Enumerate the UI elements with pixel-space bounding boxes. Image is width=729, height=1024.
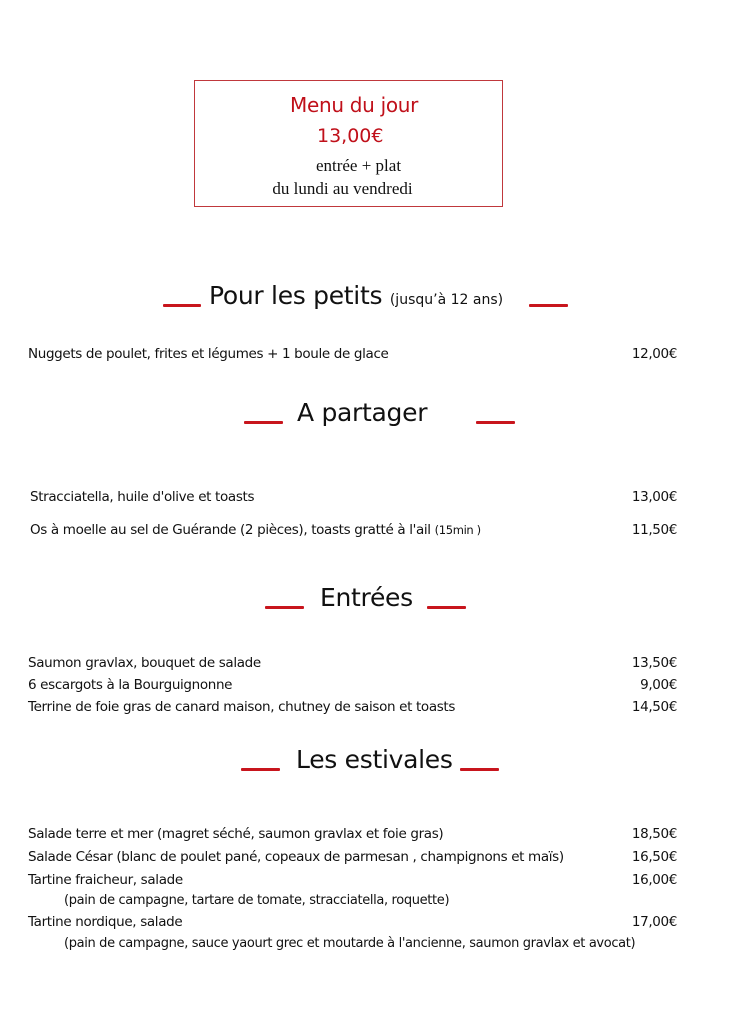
promo-line-2: du lundi au vendredi [272,179,413,198]
menu-item-price: 11,50€ [631,522,677,538]
right-dash-decoration [529,304,568,307]
menu-item-price: 16,50€ [631,849,677,865]
promo-price: 13,00€ [317,125,384,147]
menu-item-name: Terrine de foie gras de canard maison, chutney de saison et toasts [28,699,456,715]
menu-item-price: 9,00€ [640,677,677,693]
section-subtitle: (jusqu’à 12 ans) [389,292,504,308]
menu-item-name-text: Os à moelle au sel de Guérande (2 pièces), toasts gratté à l'ail [30,522,431,538]
section-title: Les estivales [296,745,453,774]
right-dash-decoration [427,606,466,609]
menu-item-price: 14,50€ [631,699,677,715]
menu-item-name: Tartine fraicheur, salade [28,872,183,888]
left-dash-decoration [265,606,304,609]
menu-item-price: 12,00€ [631,346,677,362]
menu-item-name: Salade terre et mer (magret séché, saumon gravlax et foie gras) [28,826,444,842]
right-dash-decoration [460,768,499,771]
menu-item-name: Nuggets de poulet, frites et légumes + 1 boule de glace [28,346,389,362]
right-dash-decoration [476,421,515,424]
menu-item-price: 13,00€ [631,489,677,505]
left-dash-decoration [241,768,280,771]
section-title: A partager [297,398,428,427]
menu-item-name: Stracciatella, huile d'olive et toasts [30,489,255,505]
menu-item-note: (15min ) [434,523,481,537]
section-title: Entrées [320,583,413,612]
menu-item-description: (pain de campagne, tartare de tomate, stracciatella, roquette) [64,893,450,908]
section-title [209,281,503,310]
menu-du-jour-box [194,80,503,207]
left-dash-decoration [163,304,201,307]
promo-line-1: entrée + plat [315,156,402,175]
section-title-text: Pour les petits [209,281,383,310]
menu-item-price: 13,50€ [631,655,677,671]
menu-item-name: 6 escargots à la Bourguignonne [28,677,233,693]
menu-item-name: Salade César (blanc de poulet pané, copeaux de parmesan , champignons et maïs) [28,849,564,865]
menu-item-name: Tartine nordique, salade [28,914,183,930]
menu-item-price: 16,00€ [631,872,677,888]
left-dash-decoration [244,421,283,424]
menu-item-price: 18,50€ [631,826,677,842]
promo-title: Menu du jour [290,93,419,117]
menu-item-price: 17,00€ [631,914,677,930]
menu-item-name [30,522,481,538]
menu-item-name: Saumon gravlax, bouquet de salade [28,655,261,671]
menu-item-description: (pain de campagne, sauce yaourt grec et moutarde à l'ancienne, saumon gravlax et avocat) [64,936,636,951]
